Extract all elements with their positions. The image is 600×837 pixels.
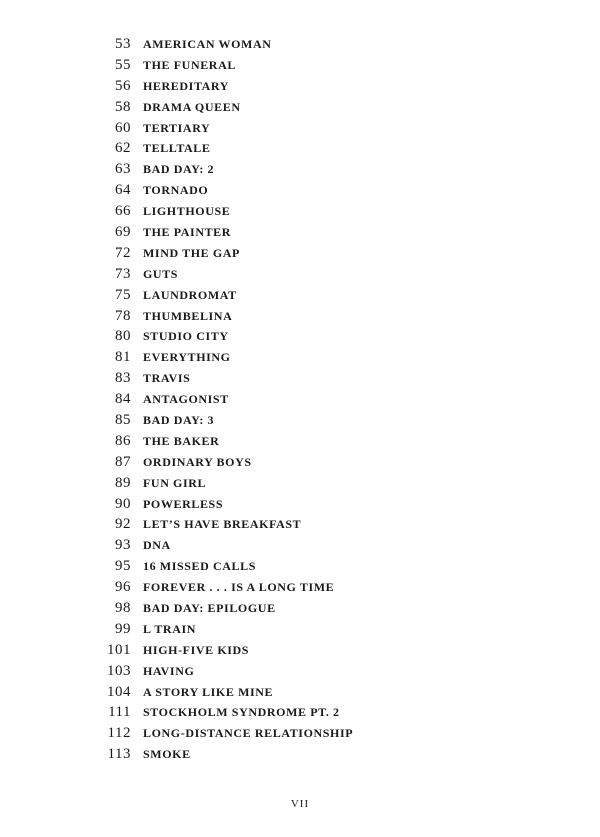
toc-entry-title: AMERICAN WOMAN (143, 36, 272, 51)
toc-entry (0, 285, 600, 306)
toc-entry-title: L TRAIN (143, 621, 196, 636)
toc-entry-title: MIND THE GAP (143, 245, 240, 260)
page-folio: VII (290, 798, 310, 810)
toc-page-number: 83 (115, 370, 131, 387)
toc-page-number: 60 (115, 119, 131, 136)
toc-entry (0, 514, 600, 535)
toc-page-number: 95 (115, 558, 131, 575)
toc-page-number: 87 (115, 453, 131, 470)
toc-page-number: 80 (115, 328, 131, 345)
toc-entry (0, 347, 600, 368)
toc-entry-title: DRAMA QUEEN (143, 99, 241, 114)
toc-entry-title: 16 MISSED CALLS (143, 559, 257, 574)
toc-page-number: 112 (107, 725, 131, 742)
toc-entry (0, 389, 600, 410)
toc-page-number: 64 (115, 182, 131, 199)
toc-entry-title: FUN GIRL (143, 475, 207, 490)
toc-entry-title: LIGHTHOUSE (143, 204, 231, 219)
toc-entry (0, 264, 600, 285)
toc-page-number: 104 (107, 683, 131, 700)
toc-entry-title: GUTS (143, 266, 179, 281)
toc-page-number: 111 (108, 704, 131, 721)
toc-entry-title: EVERYTHING (143, 350, 231, 365)
toc-entry (0, 723, 600, 744)
toc-page-number: 56 (115, 77, 131, 94)
toc-page-number: 93 (115, 537, 131, 554)
toc-entry (0, 159, 600, 180)
toc-page-number: 101 (107, 641, 131, 658)
toc-entry (0, 556, 600, 577)
toc-entry-title: BAD DAY: 2 (143, 162, 215, 177)
toc-entry (0, 243, 600, 264)
toc-entry-title: LAUNDROMAT (143, 287, 237, 302)
toc-entry-title: BAD DAY: 3 (143, 412, 215, 427)
toc-entry-title: A STORY LIKE MINE (143, 684, 274, 699)
toc-entry (0, 201, 600, 222)
toc-entry (0, 410, 600, 431)
toc-entry-title: TRAVIS (143, 371, 191, 386)
toc-entry-title: STOCKHOLM SYNDROME PT. 2 (143, 705, 340, 720)
toc-entry-title: HEREDITARY (143, 78, 230, 93)
toc-entry-title: HAVING (143, 663, 195, 678)
toc-entry-title: TELLTALE (143, 141, 211, 156)
toc-entry (0, 494, 600, 515)
toc-page-number: 113 (107, 746, 131, 763)
toc-entry-title: TERTIARY (143, 120, 211, 135)
toc-entry-title: POWERLESS (143, 496, 224, 511)
toc-entry (0, 703, 600, 724)
toc-entry-title: ORDINARY BOYS (143, 454, 252, 469)
toc-page-number: 58 (115, 98, 131, 115)
toc-page-number: 85 (115, 411, 131, 428)
toc-entry (0, 661, 600, 682)
toc-entry (0, 577, 600, 598)
toc-entry (0, 180, 600, 201)
toc-page-number: 62 (115, 140, 131, 157)
toc-entry (0, 682, 600, 703)
toc-entry-title: SMOKE (143, 747, 191, 762)
toc-entry (0, 452, 600, 473)
toc-entry-title: LET’S HAVE BREAKFAST (143, 517, 302, 532)
toc-entry-title: FOREVER . . . IS A LONG TIME (143, 580, 335, 595)
toc-entry-title: STUDIO CITY (143, 329, 229, 344)
toc-page-number: 55 (115, 56, 131, 73)
toc-entry-title: ANTAGONIST (143, 392, 229, 407)
toc-page-number: 99 (115, 620, 131, 637)
toc-entry (0, 368, 600, 389)
toc-entry-title: LONG-DISTANCE RELATIONSHIP (143, 726, 354, 741)
toc-page-number: 90 (115, 495, 131, 512)
toc-entry-title: THE FUNERAL (143, 57, 236, 72)
toc-page-number: 92 (115, 516, 131, 533)
toc-page-number: 96 (115, 579, 131, 596)
toc-entry (0, 306, 600, 327)
toc-page-number: 98 (115, 599, 131, 616)
toc-entry (0, 619, 600, 640)
toc-page-number: 73 (115, 265, 131, 282)
toc-page-number: 69 (115, 223, 131, 240)
toc-entry-title: HIGH-FIVE KIDS (143, 642, 250, 657)
toc-page-number: 53 (115, 35, 131, 52)
toc-entry (0, 598, 600, 619)
toc-page-number: 66 (115, 203, 131, 220)
toc-page-number: 78 (115, 307, 131, 324)
toc-page-number: 75 (115, 286, 131, 303)
toc-entry (0, 34, 600, 55)
toc-entry (0, 535, 600, 556)
toc-entry (0, 118, 600, 139)
toc-entry-title: BAD DAY: EPILOGUE (143, 600, 276, 615)
toc-entry (0, 222, 600, 243)
toc-entry (0, 138, 600, 159)
table-of-contents (0, 34, 600, 765)
toc-page-number: 103 (107, 662, 131, 679)
toc-entry-title: DNA (143, 538, 171, 553)
toc-entry (0, 744, 600, 765)
toc-entry-title: THE PAINTER (143, 224, 232, 239)
toc-page-number: 86 (115, 432, 131, 449)
toc-page-number: 84 (115, 391, 131, 408)
toc-entry (0, 97, 600, 118)
toc-entry (0, 76, 600, 97)
toc-page-number: 72 (115, 244, 131, 261)
toc-entry (0, 473, 600, 494)
toc-entry (0, 431, 600, 452)
toc-entry-title: THE BAKER (143, 433, 220, 448)
toc-entry (0, 326, 600, 347)
toc-page-number: 63 (115, 161, 131, 178)
toc-entry (0, 55, 600, 76)
toc-page-number: 81 (115, 349, 131, 366)
toc-entry (0, 640, 600, 661)
toc-page-number: 89 (115, 474, 131, 491)
toc-entry-title: TORNADO (143, 183, 209, 198)
toc-entry-title: THUMBELINA (143, 308, 233, 323)
